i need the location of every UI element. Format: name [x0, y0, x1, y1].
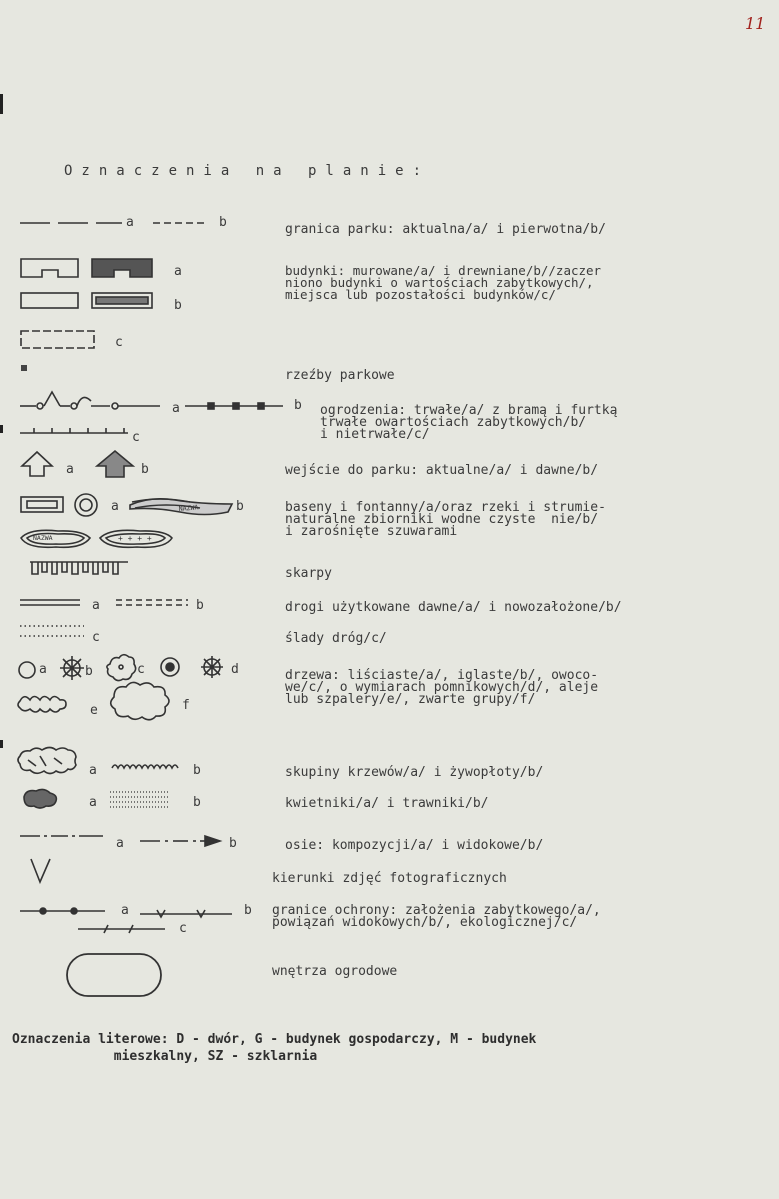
photo-direction-symbol — [31, 859, 50, 882]
legend-rzezby: rzeźby parkowe — [285, 368, 395, 383]
protection-boundary-view-symbol — [140, 910, 232, 917]
letter-b: b — [85, 664, 93, 679]
letter-c: c — [179, 921, 187, 936]
flowerbed-symbol — [24, 789, 56, 808]
letter-f: f — [182, 698, 190, 713]
entrance-former-symbol — [97, 451, 133, 477]
legend-budynki: budynki: murowane/a/ i drewniane/b//zaczer niono budynki o wartościach zabytkowych/, miejsca lub pozostałości budynków/c/ — [285, 263, 602, 302]
road-old-symbol — [20, 600, 80, 605]
letter-b: b — [219, 215, 227, 230]
tree-coniferous-symbol — [60, 656, 84, 680]
svg-text:NAZWA: NAZWA — [178, 503, 199, 513]
letter-d: d — [231, 662, 239, 677]
lawn-symbol — [110, 792, 168, 807]
letter-a: a — [172, 401, 180, 416]
page-number: 11 — [745, 14, 766, 33]
letter-a: a — [66, 462, 74, 477]
view-axis-symbol — [140, 836, 220, 846]
letter-a: a — [39, 662, 47, 677]
letter-b: b — [244, 903, 252, 918]
protection-boundary-historic-symbol — [20, 908, 105, 914]
tree-monumental-symbol — [161, 658, 179, 676]
letter-b: b — [193, 763, 201, 778]
protection-boundary-ecological-symbol — [78, 925, 165, 933]
shrub-group-symbol — [18, 748, 76, 774]
garden-interior-symbol — [67, 954, 161, 996]
fence-historic-symbol — [185, 403, 283, 409]
letter-b: b — [196, 598, 204, 613]
letter-codes-note: Oznaczenia literowe: D - dwór, G - budynek gospodarczy, M - budynek mieszkalny, SZ - szklarnia — [12, 1032, 537, 1064]
fence-permanent-symbol — [20, 392, 160, 409]
letter-b: b — [141, 462, 149, 477]
legend-kierunki: kierunki zdjęć fotograficznych — [272, 871, 507, 886]
legend-granice-ochrony: granice ochrony: założenia zabytkowego/a/, powiązań widokowych/b/, ekologicznej/c/ — [272, 903, 601, 930]
letter-a: a — [174, 264, 182, 279]
letter-b: b — [193, 795, 201, 810]
letter-b: b — [174, 298, 182, 313]
letter-a: a — [111, 499, 119, 514]
legend-skarpy: skarpy — [285, 566, 332, 581]
tree-deciduous-symbol — [19, 662, 35, 678]
legend-granica: granica parku: aktualna/a/ i pierwotna/b/ — [285, 222, 606, 237]
tree-monumental-coniferous-symbol — [201, 656, 223, 678]
letter-a: a — [92, 598, 100, 613]
letter-b: b — [294, 398, 302, 413]
legend-slady: ślady dróg/c/ — [285, 631, 387, 646]
svg-text:NAZWA: NAZWA — [33, 534, 53, 542]
water-body-clean-symbol — [21, 530, 90, 547]
letter-c: c — [132, 430, 140, 445]
entrance-current-symbol — [22, 452, 52, 476]
legend-wejscie: wejście do parku: aktualne/a/ i dawne/b/ — [285, 463, 599, 478]
legend-osie: osie: kompozycji/a/ i widokowe/b/ — [285, 838, 544, 853]
tree-avenue-symbol — [18, 697, 66, 713]
road-new-symbol — [116, 600, 188, 605]
legend-wnetrza: wnętrza ogrodowe — [272, 964, 398, 979]
building-remains-symbol — [21, 331, 94, 348]
legend-baseny: baseny i fontanny/a/oraz rzeki i strumie- naturalne zbiorniki wodne czyste nie/b/ i zarośnięte szuwarami — [285, 500, 606, 539]
letter-c: c — [137, 662, 145, 677]
legend-kwietniki: kwietniki/a/ i trawniki/b/ — [285, 796, 489, 811]
letter-b: b — [229, 836, 237, 851]
legend-drogi: drogi użytkowane dawne/a/ i nowozałożone/b/ — [285, 600, 622, 615]
building-wooden-symbol — [92, 259, 152, 308]
letter-c: c — [115, 335, 123, 350]
road-traces-symbol — [20, 626, 84, 636]
legend-ogrodzenia: ogrodzenia: trwałe/a/ z bramą i furtką trwałe owartościach zabytkowych/b/ i nietrwałe/c/ — [320, 403, 618, 442]
water-body-overgrown-symbol — [100, 530, 172, 547]
letter-a: a — [89, 763, 97, 778]
escarpment-symbol — [30, 562, 128, 574]
building-masonry-symbol — [21, 259, 78, 308]
pool-fountain-symbol — [21, 494, 97, 516]
letter-a: a — [89, 795, 97, 810]
letter-b: b — [236, 499, 244, 514]
fence-temporary-symbol — [20, 428, 128, 433]
letter-e: e — [90, 703, 98, 718]
sculpture-symbol — [21, 365, 27, 371]
letter-a: a — [121, 903, 129, 918]
letter-a: a — [116, 836, 124, 851]
legend-krzewy: skupiny krzewów/a/ i żywopłoty/b/ — [285, 765, 544, 780]
letter-a: a — [126, 215, 134, 230]
tree-dense-group-symbol — [111, 682, 169, 719]
letter-c: c — [92, 630, 100, 645]
legend-drzewa: drzewa: liściaste/a/, iglaste/b/, owoco- we/c/, o wymiarach pomnikowych/d/, aleje lub szpalery/e/, zwarte grupy/f/ — [285, 668, 599, 707]
svg-text:+ + + +: + + + + — [118, 534, 152, 543]
legend-title: Oznaczenia na planie: — [64, 163, 431, 179]
hedge-symbol — [112, 765, 178, 768]
tree-fruit-symbol — [107, 655, 136, 681]
